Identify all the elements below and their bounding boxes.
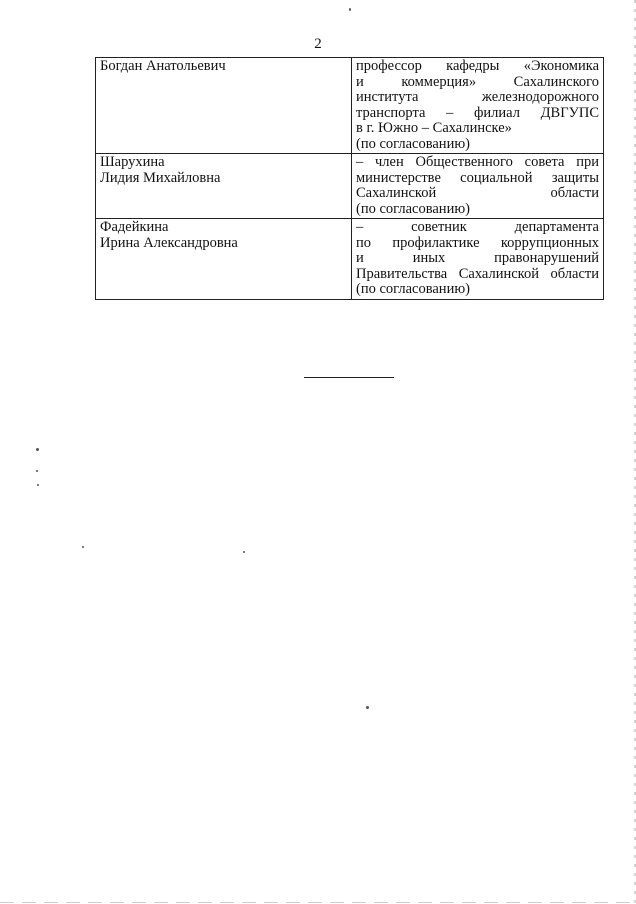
member-role-note: (по согласованию): [356, 200, 470, 217]
scan-speck: [36, 448, 39, 451]
member-given-names: Лидия Михайловна: [100, 169, 221, 186]
member-role-line: Сахалинской области: [356, 185, 599, 201]
member-role-line: и коммерция» Сахалинского: [356, 73, 599, 90]
page-number: 2: [314, 36, 322, 52]
member-role-cell: [352, 219, 604, 300]
table-row: [96, 58, 604, 154]
members-table: [95, 57, 604, 300]
member-role-line: и иных правонарушений: [356, 250, 599, 266]
end-of-document-rule: [304, 377, 394, 378]
member-name: Богдан Анатольевич: [100, 58, 226, 74]
scan-speck: [366, 706, 369, 709]
member-role-line: – член Общественного совета при: [356, 154, 599, 170]
member-name-cell: [96, 154, 352, 219]
member-given-names: Ирина Александровна: [100, 234, 238, 251]
scan-speck: [36, 470, 38, 472]
table-row: [96, 219, 604, 300]
member-role-note: (по согласованию): [356, 281, 470, 297]
member-role-line: Правительства Сахалинской области: [356, 265, 599, 282]
member-role-line: по профилактике коррупционных: [356, 234, 599, 251]
scan-speck: [349, 8, 351, 11]
member-role-cell: [352, 154, 604, 219]
scan-speck: [243, 551, 245, 553]
member-role-line: транспорта – филиал ДВГУПС: [356, 104, 599, 121]
member-surname: Шарухина: [100, 154, 165, 170]
member-surname: Фадейкина: [100, 219, 169, 235]
member-role-note: (по согласованию): [356, 135, 470, 152]
table-row: [96, 154, 604, 219]
member-role-line: министерстве социальной защиты: [356, 169, 599, 186]
scan-bottom-artifact: [0, 902, 636, 903]
member-name-cell: [96, 219, 352, 300]
scan-speck: [37, 484, 39, 486]
member-name-cell: [96, 58, 352, 154]
member-role-line: в г. Южно – Сахалинске»: [356, 120, 512, 136]
member-role-line: – советник департамента: [356, 219, 599, 235]
scan-speck: [82, 546, 84, 548]
member-role-line: института железнодорожного: [356, 89, 599, 105]
member-role-line: профессор кафедры «Экономика: [356, 58, 599, 74]
member-role-cell: [352, 58, 604, 154]
